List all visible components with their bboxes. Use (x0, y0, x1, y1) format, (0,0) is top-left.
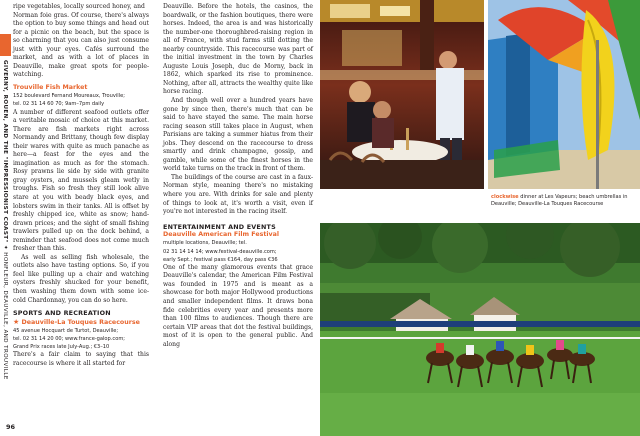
body-paragraph-2: As well as selling fish wholesale, the outlets also have tasting options. So, if you feel like pulling up a chair and watching oysters freshly shucked for your benefit, then washing them down with some ice-cold Chardonnay, you can do so here. (13, 253, 149, 304)
page-number: 96 (6, 423, 16, 431)
listing-details: tel. 02 31 14 60 70; 9am–7pm daily (13, 101, 105, 108)
body-paragraph-4: One of the many glamorous events that grace Deauville's calendar, the American Film Festival was founded in 1975 and is meant as a showcase for both major Hollywood productions and smaller independent films. It draws bona fide celebrities every year and presents more than 100 films to audiences. Though there are certain VIP areas that dot the festival buildings, most of it is open to the general public. And along (163, 263, 313, 348)
body-paragraph-3: The buildings of the course are cast in a faux-Norman style, meaning there's no mistaking where you are. With drinks for sale and plenty of things to look at, it's worth a visit, even if you're not interested in the racing itself. (163, 173, 313, 216)
star-icon: ★ (13, 317, 20, 326)
caption-text: dinner at Les Vapeurs; beach umbrellas in Deauville; Deauville-La Touques Racecourse (491, 194, 628, 208)
intro-line-1: ripe vegetables, locally sourced honey, and (13, 3, 145, 10)
photo-racecourse (320, 223, 640, 436)
listing-address: 45 avenue Hocquart de Turtot, Deauville; (13, 327, 119, 334)
caption-lead: clockwise (491, 194, 519, 200)
listing-address: 152 boulevard Fernand Moureaux, Trouville; (13, 93, 125, 100)
chapter-tab (0, 34, 11, 56)
running-head (0, 60, 12, 420)
body-paragraph-3: There's a fair claim to saying that this racecourse is where it all started for (13, 351, 149, 367)
listing-details: multiple locations, Deauville; tel. (163, 240, 247, 247)
running-head-rest: HONFLEUR, DEAUVILLE, AND TROUVILLE (2, 252, 8, 380)
text-column-2 (163, 3, 313, 349)
listing-title-fish-market: Trouville Fish Market (13, 83, 88, 91)
listing-name: Deauville-La Touques Racecourse (21, 318, 140, 326)
listing-details: 02 31 14 14 14; www.festival-deauville.com; (163, 248, 277, 255)
listing-title-racecourse (13, 318, 149, 327)
photo-beach-umbrellas (488, 0, 640, 189)
running-head-bold: GIVERNY, ROUEN, AND THE "IMPRESSIONIST COAST" (2, 60, 8, 243)
section-heading-sports: SPORTS AND RECREATION (13, 309, 111, 318)
listing-details: early Sept.; festival pass €164, day pass €36 (163, 256, 278, 263)
listing-details: Grand Prix races late July-Aug.; €3–10 (13, 344, 110, 351)
running-head-separator: ✦ (2, 242, 8, 253)
listing-details: tel. 02 31 14 20 00; www.france-galop.com; (13, 336, 125, 342)
photo-restaurant-dinner (320, 0, 484, 189)
text-column-1 (13, 3, 149, 368)
body-paragraph-2: And though well over a hundred years have gone by since then, there's much that can be said to have stayed the same. The main horse racing season still takes place in August, when Parisians are taking a summer hiatus from their jobs. They descend on the racecourse to dress smartly and drink champagne, gossip, and gamble, while some of the finest horses in the world take turns on the track in front of them. (163, 97, 313, 173)
photo-caption (491, 194, 637, 208)
umbrellas-illustration (488, 0, 640, 189)
restaurant-illustration (320, 0, 484, 189)
intro-paragraph: Norman foie gras. Of course, there's always the option to buy some things and head out for a picnic on the beach, but the space is so charming that you can also just consume just with your eyes. Cafés surround the market, and as with a lot of places in Deauville, make great spots for people-watching. (13, 11, 149, 79)
listing-title-film-festival: Deauville American Film Festival (163, 231, 280, 239)
racecourse-illustration (320, 223, 640, 436)
body-paragraph-1: Deauville. Before the hotels, the casinos, the boardwalk, or the fashion boutiques, there were horses. Indeed, the area is and was historically the number-one thoroughbred-raising region in all of France, with stud farms still dotting the nearby countryside. This racecourse was part of the initial investment in the town by Charles Auguste Louis Joseph, duc de Morny, back in 1862, which sparked its rise to prominence. Nothing, after all, attracts the wealthy quite like horse racing. (163, 3, 313, 96)
section-heading-entertainment: ENTERTAINMENT AND EVENTS (163, 222, 276, 231)
body-paragraph-1: A number of different seafood outlets offer a veritable mosaic of choice at this market. There are fish markets right across Normandy and Brittany, though few display their wares with quite as much panache as here—a feast for the eyes and the imagination as much as for the stomach. Rosy prawns lie side by side with granite gray oysters, and mussels gleam wetly in troughs. Fish so fresh they still look alive stare at you with beady black eyes, and lobsters swim in their tanks. All is offset by freshly chipped ice, white as snow; hand-drawn prices; and the sight of small fishing trawlers pulled up on the dock behind, a reminder that seafood does not come much fresher than this. (13, 108, 149, 253)
